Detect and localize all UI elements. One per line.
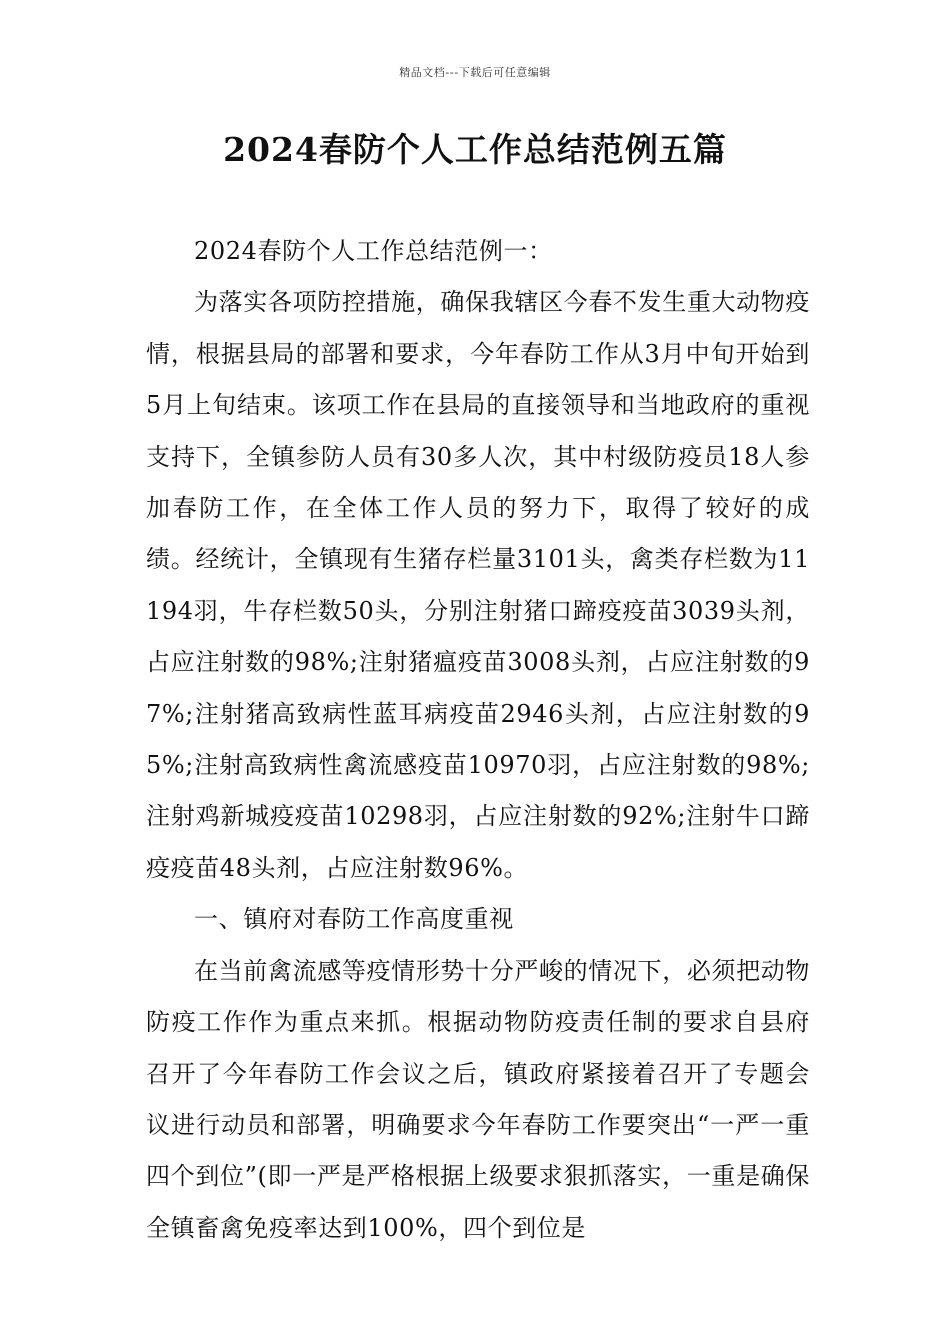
document-title: 2024春防个人工作总结范例五篇 xyxy=(223,130,727,169)
section-heading: 一、镇府对春防工作高度重视 xyxy=(194,905,514,934)
body-paragraph: 为落实各项防控措施，确保我辖区今春不发生重大动物疫情，根据县局的部署和要求，今年春防工作从3月中旬开始到5月上旬结束。该项工作在县局的直接领导和当地政府的重视支持下，全镇参防人员有30多人次，其中村级防疫员18人参加春防工作，在全体工作人员的努力下，取得了较好的成绩。经统计，全镇现有生猪存栏量3101头，禽类存栏数为11194羽，牛存栏数50头，分别注射猪口蹄疫疫苗3039头剂，占应注射数的98%;注射猪瘟疫苗3008头剂，占应注射数的97%;注射猪高致病性蓝耳病疫苗2946头剂，占应注射数的95%;注射高致病性禽流感疫苗10970羽，占应注射数的98%;注射鸡新城疫疫苗10298羽，占应注射数的92%;注射牛口蹄疫疫苗48头剂，占应注射数96%。 xyxy=(146,288,810,882)
body-paragraph: 在当前禽流感等疫情形势十分严峻的情况下，必须把动物防疫工作作为重点来抓。根据动物防疫责任制的要求自县府召开了今年春防工作会议之后，镇政府紧接着召开了专题会议进行动员和部署，明确要求今年春防工作要突出“一严一重四个到位”(即一严是严格根据上级要求狠抓落实，一重是确保全镇畜禽免疫率达到100%，四个到位是 xyxy=(146,956,810,1242)
header-note: 精品文档---下载后可任意编辑 xyxy=(399,66,551,79)
document-body xyxy=(146,226,810,1254)
section-heading-example-one: 2024春防个人工作总结范例一： xyxy=(194,237,553,265)
